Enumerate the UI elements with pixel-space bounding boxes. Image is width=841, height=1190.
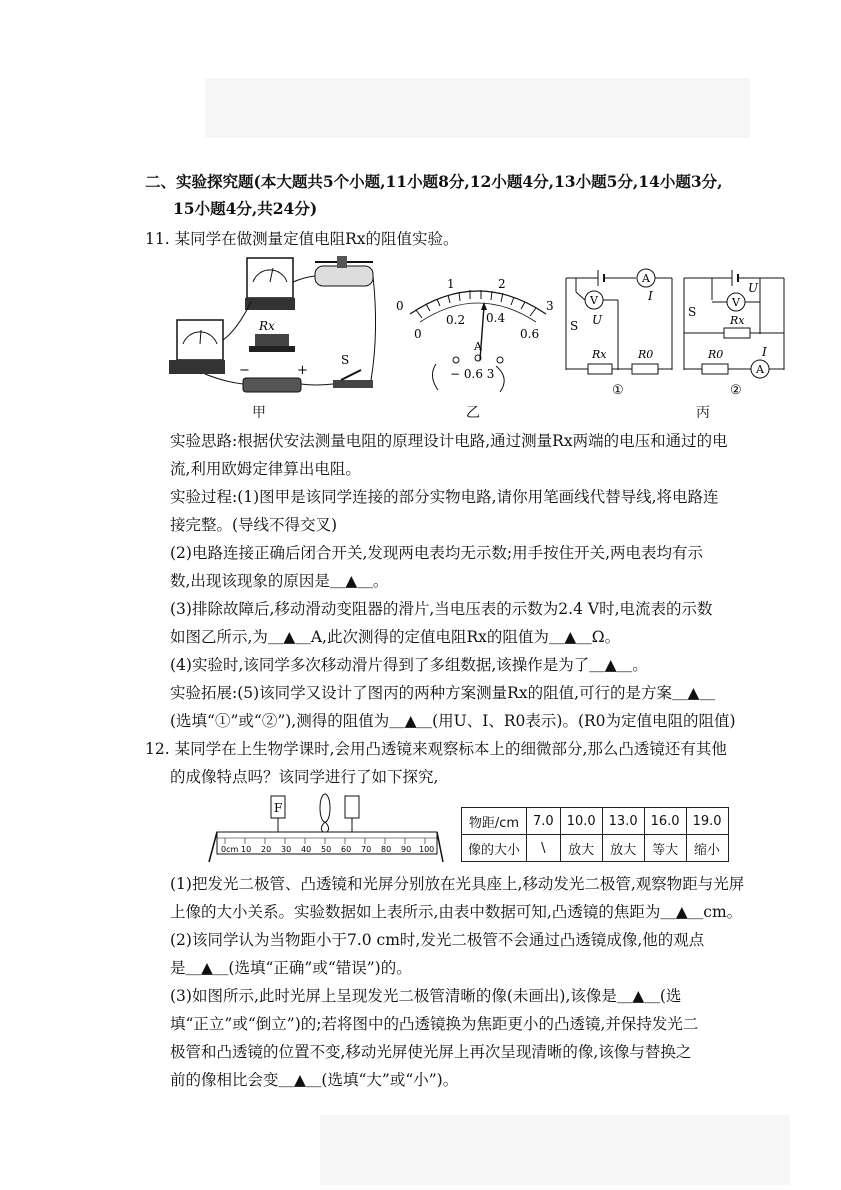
size-cell: 放大	[602, 835, 644, 862]
q11-line-8: 如图乙所示,为＿▲＿A,此次测得的定值电阻Rx的阻值为＿▲＿Ω。	[170, 628, 621, 646]
figure-bing-schematics	[562, 266, 788, 402]
resistor-rx	[255, 334, 289, 348]
tick-lower-3: 0.6	[520, 327, 540, 341]
q11-line-4: 接完整。(导线不得交叉)	[170, 516, 338, 534]
tick-upper-0: 0	[396, 299, 404, 313]
size-cell: 放大	[560, 835, 602, 862]
scheme1-r0-label: R0	[638, 348, 654, 361]
convex-lens	[320, 794, 330, 822]
q11-line-3: 实验过程:(1)图甲是该同学连接的部分实物电路,请你用笔画线代替导线,将电路连	[170, 488, 719, 506]
battery	[243, 378, 301, 392]
scheme-2-circuit	[684, 270, 784, 398]
q11-line-5: (2)电路连接正确后闭合开关,发现两电表均无示数;用手按住开关,两电表均有示	[170, 544, 704, 562]
header-image-size: 像的大小	[462, 835, 527, 862]
table-row	[462, 835, 729, 862]
scale-20: 20	[261, 845, 272, 854]
scheme-1-circuit	[566, 269, 672, 398]
tick-upper-2: 2	[498, 277, 506, 291]
q12-line-8: 前的像相比会变＿▲＿(选填“大”或“小”)。	[170, 1071, 459, 1089]
scheme1-voltmeter-label: V	[590, 294, 598, 307]
distance-cell: 13.0	[602, 808, 644, 835]
tick-lower-1: 0.2	[446, 313, 466, 327]
scan-shade-top	[205, 78, 750, 138]
scale-60: 60	[341, 845, 352, 854]
scheme1-ammeter-label: A	[642, 272, 650, 285]
q11-line-6: 数,出现该现象的原因是＿▲＿。	[170, 572, 389, 590]
q12-line-4: 是＿▲＿(选填“正确”或“错误”)的。	[170, 959, 412, 977]
scale-70: 70	[361, 845, 372, 854]
q11-line-1: 实验思路:根据伏安法测量电阻的原理设计电路,通过测量Rx两端的电压和通过的电	[170, 432, 728, 450]
scheme2-ammeter-label: A	[756, 363, 764, 376]
scheme1-s-label: S	[570, 319, 579, 333]
scheme-1-label: ①	[612, 383, 624, 398]
q11-line-10: 实验拓展:(5)该同学又设计了图丙的两种方案测量Rx的阻值,可行的是方案＿▲＿	[170, 684, 715, 702]
header-distance: 物距/cm	[462, 808, 527, 835]
scale-90: 90	[401, 845, 412, 854]
size-cell: 等大	[644, 835, 686, 862]
distance-cell: 19.0	[686, 808, 728, 835]
size-cell: \	[527, 835, 561, 862]
scale-30: 30	[281, 845, 292, 854]
scheme1-rx-label: Rx	[592, 348, 607, 361]
figure-jia-circuit	[165, 252, 385, 402]
figure-optical-bench	[205, 788, 445, 868]
rheostat	[315, 266, 373, 286]
q11-line-2: 流,利用欧姆定律算出电阻。	[170, 460, 361, 478]
scale-100: 100	[419, 845, 435, 854]
plus-label: +	[297, 363, 308, 378]
scale-80: 80	[381, 845, 392, 854]
switch	[333, 380, 373, 388]
scale-40: 40	[301, 845, 312, 854]
scheme2-u-label: U	[748, 281, 759, 295]
q12-title-1: 12. 某同学在上生物学课时,会用凸透镜来观察标本上的细微部分,那么凸透镜还有其他	[145, 740, 727, 758]
scheme2-r0-label: R0	[708, 348, 724, 361]
section-header-cont: 15小题4分,共24分)	[173, 199, 318, 218]
section-header: 二、实验探究题(本大题共5个小题,11小题8分,12小题4分,13小题5分,14小题3分,	[145, 172, 723, 191]
q12-line-3: (2)该同学认为当物距小于7.0 cm时,发光二极管不会通过凸透镜成像,他的观点	[170, 931, 705, 949]
scheme2-voltmeter-label: V	[732, 296, 740, 309]
scheme1-i-label: I	[648, 289, 653, 303]
scheme1-u-label: U	[592, 313, 603, 327]
scan-shade-bottom	[320, 1115, 790, 1185]
scheme2-i-label: I	[762, 345, 767, 359]
caption-jia: 甲	[252, 405, 266, 421]
distance-cell: 10.0	[560, 808, 602, 835]
q11-title: 11. 某同学在做测量定值电阻Rx的阻值实验。	[145, 230, 459, 248]
q12-line-7: 极管和凸透镜的位置不变,移动光屏使光屏上再次呈现清晰的像,该像与替换之	[170, 1043, 692, 1061]
light-screen	[345, 796, 359, 818]
scheme-2-label: ②	[730, 383, 742, 398]
rx-label: Rx	[259, 319, 275, 333]
q12-line-5: (3)如图所示,此时光屏上呈现发光二极管清晰的像(未画出),该像是＿▲＿(选	[170, 987, 682, 1005]
q12-title-2: 的成像特点吗？该同学进行了如下探究,	[170, 768, 439, 786]
q11-line-9: (4)实验时,该同学多次移动滑片得到了多组数据,该操作是为了＿▲＿。	[170, 656, 648, 674]
tick-lower-2: 0.4	[486, 311, 506, 325]
caption-bing: 丙	[696, 405, 710, 421]
led-f-label: F	[274, 801, 283, 815]
figure-yi-dial	[392, 268, 564, 398]
q12-line-1: (1)把发光二极管、凸透镜和光屏分别放在光具座上,移动发光二极管,观察物距与光屏	[170, 875, 745, 893]
scale-50: 50	[321, 845, 332, 854]
dial-terminals: − 0.6 3	[450, 367, 495, 381]
size-cell: 缩小	[686, 835, 728, 862]
table-row	[462, 808, 729, 835]
tick-upper-3: 3	[546, 299, 554, 313]
q12-line-2: 上像的大小关系。实验数据如上表所示,由表中数据可知,凸透镜的焦距为＿▲＿cm。	[170, 903, 743, 921]
data-table	[461, 807, 729, 862]
q12-line-6: 填“正立”或“倒立”)的;若将图中的凸透镜换为焦距更小的凸透镜,并保持发光二	[170, 1015, 699, 1033]
caption-yi: 乙	[466, 405, 480, 421]
scheme2-s-label: S	[688, 305, 697, 319]
distance-cell: 7.0	[527, 808, 561, 835]
scale-10: 10	[241, 845, 252, 854]
dial-unit: A	[474, 340, 482, 353]
q11-line-7: (3)排除故障后,移动滑动变阻器的滑片,当电压表的示数为2.4 V时,电流表的示数	[170, 600, 713, 618]
minus-label: −	[239, 363, 250, 378]
scheme2-rx-label: Rx	[730, 314, 745, 327]
tick-upper-1: 1	[447, 277, 455, 291]
q11-line-11: (选填“①”或“②”),测得的阻值为＿▲＿(用U、I、R0表示)。(R0为定值电阻的阻值)	[170, 712, 736, 730]
scale-0: 0cm	[221, 845, 239, 854]
voltmeter	[247, 258, 293, 298]
tick-lower-0: 0	[414, 327, 422, 341]
distance-cell: 16.0	[644, 808, 686, 835]
switch-label: S	[341, 353, 350, 367]
